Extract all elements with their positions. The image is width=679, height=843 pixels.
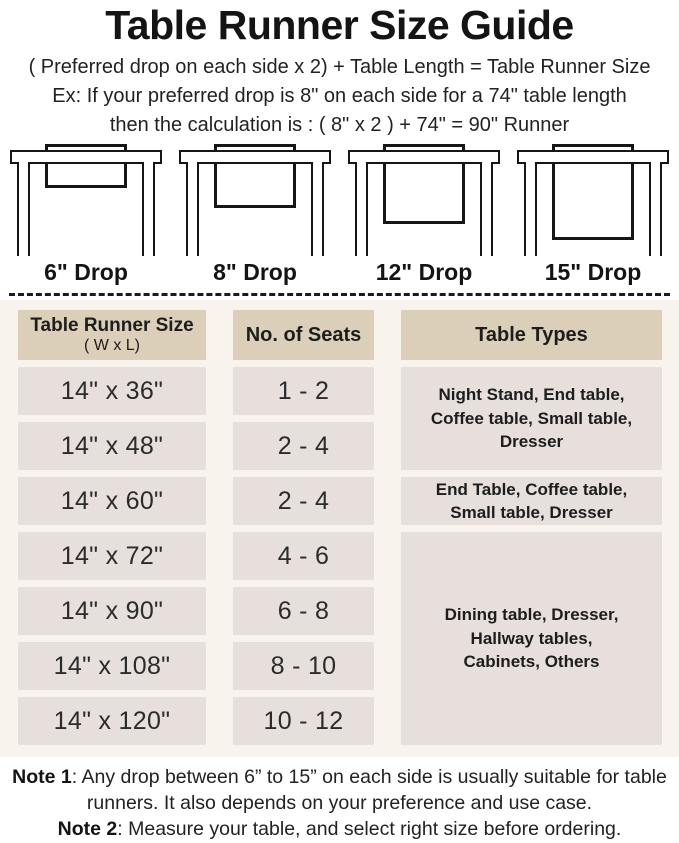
size-cell: 14" x 108" xyxy=(18,642,206,690)
note-2 xyxy=(9,817,671,843)
table-types-text: Dining table, Dresser, Hallway tables, Cabinets, Others xyxy=(444,605,619,672)
size-cell: 14" x 90" xyxy=(18,587,206,635)
table-graphic xyxy=(517,144,669,256)
table-leg-left xyxy=(186,162,199,256)
seats-cell: 2 - 4 xyxy=(233,477,374,525)
size-table xyxy=(0,300,679,757)
table-leg-right xyxy=(649,162,662,256)
tabletop-graphic xyxy=(179,150,331,164)
table-figure-12in-drop xyxy=(347,144,501,286)
table-figure-15in-drop xyxy=(516,144,670,286)
drop-label: 8" Drop xyxy=(213,259,297,285)
note-1 xyxy=(9,765,671,817)
seats-cell: 1 - 2 xyxy=(233,367,374,415)
note-2-text: : Measure your table, and select right size before ordering. xyxy=(117,817,622,840)
example-line-2: then the calculation is : ( 8" x 2 ) + 74" = 90" Runner xyxy=(109,114,570,136)
size-cell: 14" x 48" xyxy=(18,422,206,470)
table-leg-left xyxy=(355,162,368,256)
table-types-cell xyxy=(401,532,662,745)
size-cell: 14" x 36" xyxy=(18,367,206,415)
table-figure-6in-drop xyxy=(9,144,163,286)
table-types-text: End Table, Coffee table, Small table, Dresser xyxy=(435,479,628,522)
size-cell: 14" x 72" xyxy=(18,532,206,580)
table-types-text: Night Stand, End table, Coffee table, Small table, Dresser xyxy=(430,385,633,452)
seats-cell: 6 - 8 xyxy=(233,587,374,635)
drop-illustrations xyxy=(0,144,679,286)
table-types-cell xyxy=(401,477,662,525)
note-1-text: : Any drop between 6” to 15” on each side is usually suitable for table runners. It also depends on your preference and use case. xyxy=(71,766,667,814)
table-graphic xyxy=(348,144,500,256)
seats-cell: 2 - 4 xyxy=(233,422,374,470)
table-figure-8in-drop xyxy=(178,144,332,286)
size-cell: 14" x 120" xyxy=(18,697,206,745)
col-header-runner-size-sub: ( W x L) xyxy=(84,336,140,354)
example-line-1: Ex: If your preferred drop is 8" on each side for a 74" table length xyxy=(52,85,627,107)
size-cell: 14" x 60" xyxy=(18,477,206,525)
table-leg-right xyxy=(480,162,493,256)
tabletop-graphic xyxy=(348,150,500,164)
seats-cell: 10 - 12 xyxy=(233,697,374,745)
col-header-runner-size xyxy=(18,310,206,360)
note-2-label: Note 2 xyxy=(57,817,118,840)
col-header-seats: No. of Seats xyxy=(233,310,374,360)
table-leg-left xyxy=(524,162,537,256)
drop-label: 6" Drop xyxy=(44,259,128,285)
dashed-divider xyxy=(9,293,670,296)
table-leg-right xyxy=(142,162,155,256)
seats-cell: 4 - 6 xyxy=(233,532,374,580)
seats-cell: 8 - 10 xyxy=(233,642,374,690)
tabletop-graphic xyxy=(10,150,162,164)
col-header-table-types: Table Types xyxy=(401,310,662,360)
table-graphic xyxy=(10,144,162,256)
table-leg-right xyxy=(311,162,324,256)
drop-label: 15" Drop xyxy=(544,259,642,285)
col-header-runner-size-label: Table Runner Size xyxy=(30,314,194,336)
tabletop-graphic xyxy=(517,150,669,164)
table-leg-left xyxy=(17,162,30,256)
table-graphic xyxy=(179,144,331,256)
notes-section xyxy=(0,757,679,843)
table-types-cell xyxy=(401,367,662,470)
note-1-label: Note 1 xyxy=(12,766,72,788)
drop-label: 12" Drop xyxy=(375,259,473,285)
page-title: Table Runner Size Guide xyxy=(105,2,574,48)
formula-text: ( Preferred drop on each side x 2) + Table Length = Table Runner Size xyxy=(28,56,651,78)
